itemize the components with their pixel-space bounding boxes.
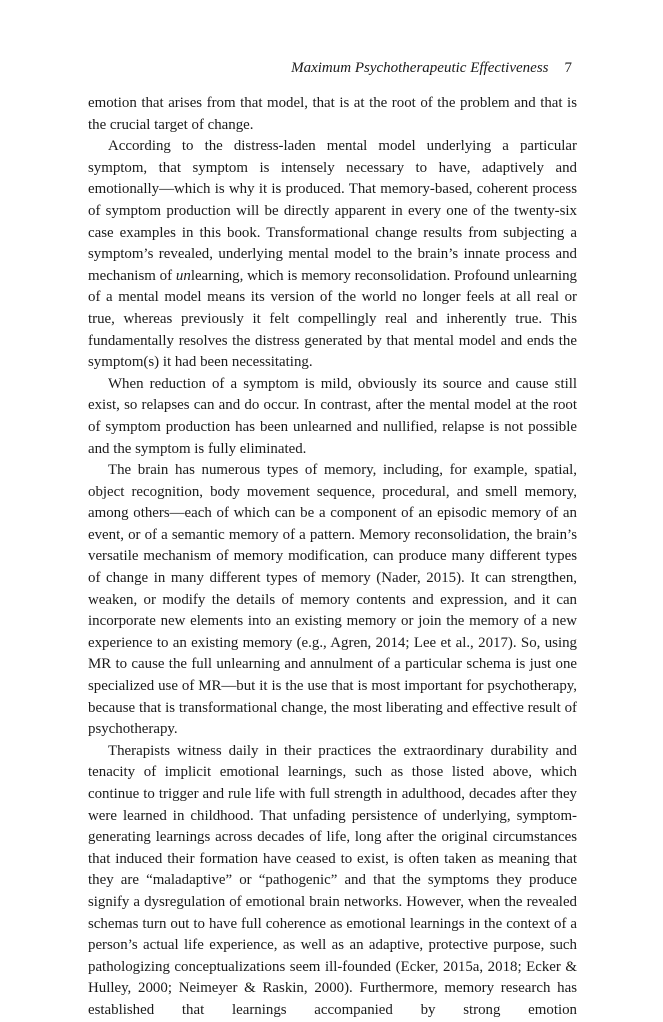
paragraph-2: [88, 136, 577, 374]
paragraph-2-italic-un: un: [175, 267, 191, 284]
paragraph-3: When reduction of a symptom is mild, obviously its source and cause still exist, so relapses can and do occur. In contrast, after the mental model at the root of symptom production has been unlearned and nullified, relapse is not possible and the symptom is fully eliminated.: [88, 375, 577, 457]
paragraph-2-part-1: According to the distress-laden mental model underlying a particular symptom, that symptom is intensely necessary to have, adaptively and emotionally—which is why it is produced. That memory-based, coherent process of symptom production will be directly apparent in every one of the twenty-six case examples in this book. Transformational change results from subjecting a symptom’s revealed, underlying mental model to the brain’s innate process and mechanism of: [88, 138, 577, 284]
body-text: [88, 93, 577, 1022]
running-header: [291, 60, 572, 77]
page-number: 7: [564, 60, 572, 76]
paragraph-4: The brain has numerous types of memory, including, for example, spatial, object recognition, body movement sequence, procedural, and smell memory, among others—each of which can be a component of an episodic memory of an event, or of a semantic memory of a pattern. Memory reconsolidation, the brain’s versatile mechanism of memory modification, can produce many different types of change in many different types of memory (Nader, 2015). It can strengthen, weaken, or modify the details of memory contents and expression, and it can incorporate new elements into an existing memory or join the memory of a new experience to an existing memory (e.g., Agren, 2014; Lee et al., 2017). So, using MR to cause the full unlearning and annulment of a particular schema is just one specialized use of MR—but it is the use that is most important for psychotherapy, because that is transformational change, the most liberating and effective result of psychotherapy.: [88, 462, 577, 738]
paragraph-1: emotion that arises from that model, that is at the root of the problem and that is the crucial target of change.: [88, 95, 577, 133]
running-title: Maximum Psychotherapeutic Effectiveness: [291, 60, 549, 76]
paragraph-5: Therapists witness daily in their practices the extraordinary durability and tenacity of implicit emotional learnings, such as those listed above, which continue to trigger and rule life with full strength in adulthood, decades after they were learned in childhood. That unfading persistence of underlying, symptom-generating learnings across decades of life, long after the original circumstances that induced their formation have ceased to exist, is often taken as meaning that they are “maladaptive” or “pathogenic” and that the symptoms they produce signify a dysregulation of emotional brain networks. However, when the revealed schemas turn out to have full coherence as emotional learnings in the context of a person’s actual life experience, as well as an adaptive, protective purpose, such pathologizing conceptualizations seem ill-founded (Ecker, 2015a, 2018; Ecker & Hulley, 2000; Neimeyer & Raskin, 2000). Furthermore, memory research has established that learnings accompanied by strong emotion: [88, 742, 577, 1018]
paragraph-2-part-2: learning, which is memory reconsolidation. Profound unlearning of a mental model means its version of the world no longer feels at all real or true, whereas previously it felt compellingly real and inherently true. This fundamentally resolves the distress generated by that mental model and ends the symptom(s) it had been necessitating.: [88, 267, 577, 371]
